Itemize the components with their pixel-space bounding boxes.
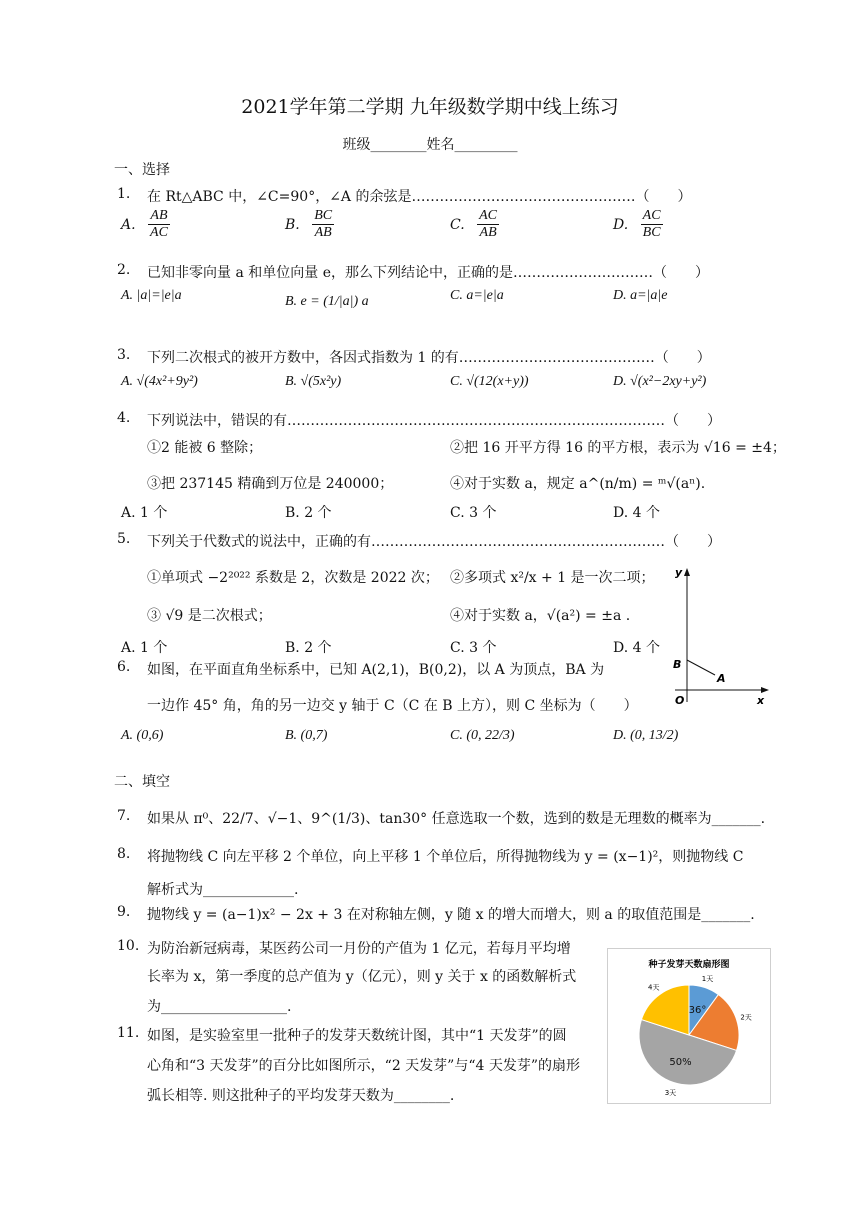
q10-line-3: 为__________________. [147, 999, 292, 1015]
q4-option-d: D. 4 个 [613, 505, 660, 521]
q6-line-1: 如图，在平面直角坐标系中，已知 A(2,1)，B(0,2)，以 A 为顶点，BA 为 [147, 662, 605, 678]
q4-item-3: ③把 237145 精确到万位是 240000； [147, 476, 394, 492]
origin-label: O [675, 694, 685, 707]
q5-item-3: ③ √9 是二次根式； [147, 608, 272, 624]
q5-item-4: ④对于实数 a，√(a²) = ±a . [450, 608, 631, 624]
q4-item-1: ①2 能被 6 整除； [147, 440, 263, 456]
q8-line-2: 解析式为_____________. [147, 882, 299, 898]
pie-category-label: 4天 [647, 983, 660, 992]
section-choice: 一、选择 [114, 162, 170, 178]
q11-line-2: 心角和“3 天发芽”的百分比如图所示，“2 天发芽”与“4 天发芽”的扇形 [147, 1058, 581, 1074]
page-title: 2021学年第二学期 九年级数学期中线上练习 [241, 96, 619, 118]
q4-option-a: A. 1 个 [121, 505, 168, 521]
q2-text: 已知非零向量 a 和单位向量 e，那么下列结论中，正确的是…………………………（ ） [147, 265, 709, 281]
q11-number: 11. [117, 1025, 140, 1041]
q6-option-d: D. (0, 13/2) [613, 728, 679, 743]
q5-option-b: B. 2 个 [285, 640, 332, 656]
q4-option-c: C. 3 个 [450, 505, 497, 521]
q11-line-3: 弧长相等. 则这批种子的平均发芽天数为________. [147, 1088, 455, 1104]
y-axis-arrow-icon [684, 568, 690, 576]
q1-text: 在 Rt△ABC 中，∠C=90°，∠A 的余弦是…………………………………………（ ） [147, 189, 692, 205]
pie-category-label: 1天 [701, 974, 714, 983]
pie-chart-panel [607, 948, 771, 1104]
q1-number: 1. [117, 186, 131, 202]
q10-line-2: 长率为 x，第一季度的总产值为 y（亿元），则 y 关于 x 的函数解析式 [147, 969, 577, 985]
pie-value-label: 50% [669, 1057, 692, 1069]
x-axis-arrow-icon [761, 687, 769, 693]
q1-option-d: D. $\frac{AC}{BC}$ [613, 208, 661, 241]
q2-option-c: C. a=|e|a [450, 288, 504, 303]
q3-option-d: D. √(x²−2xy+y²) [613, 374, 707, 389]
q1-option-c: C. $\frac{AC}{AB}$ [450, 208, 498, 241]
q3-option-c: C. √(12(x+y)) [450, 374, 529, 389]
q2-option-b: B. e = (1/|a|) a [285, 294, 369, 309]
q5-text: 下列关于代数式的说法中，正确的有………………………………………………………（ ） [147, 534, 721, 550]
point-a-label: A [717, 672, 726, 685]
q5-item-2: ②多项式 x²/x + 1 是一次二项； [450, 570, 655, 586]
q3-option-b: B. √(5x²y) [285, 374, 342, 389]
q10-line-1: 为防治新冠病毒，某医药公司一月份的产值为 1 亿元，若每月平均增 [147, 941, 571, 957]
q4-number: 4. [117, 410, 131, 426]
q6-line-2: 一边作 45° 角，角的另一边交 y 轴于 C（C 在 B 上方），则 C 坐标为（ ） [147, 698, 638, 714]
q3-text: 下列二次根式的被开方数中，各因式指数为 1 的有……………………………………（ ） [147, 350, 711, 366]
q11-line-1: 如图，是实验室里一批种子的发芽天数统计图，其中“1 天发芽”的圆 [147, 1028, 567, 1044]
q5-option-d: D. 4 个 [613, 640, 660, 656]
q6-option-c: C. (0, 22/3) [450, 728, 515, 743]
q2-option-a: A. |a|=|e|a [121, 288, 182, 303]
point-b-label: B [673, 658, 682, 671]
q6-option-b: B. (0,7) [285, 728, 328, 743]
q2-option-d: D. a=|a|e [613, 288, 668, 303]
q6-number: 6. [117, 659, 131, 675]
q5-number: 5. [117, 531, 131, 547]
q9-number: 9. [117, 904, 131, 920]
q9-text: 抛物线 y = (a−1)x² − 2x + 3 在对称轴左侧，y 随 x 的增大而增大，则 a 的取值范围是_______. [147, 907, 755, 923]
q10-number: 10. [117, 938, 140, 954]
q8-number: 8. [117, 846, 131, 862]
q4-item-4: ④对于实数 a，规定 a^(n/m) = ᵐ√(aⁿ). [450, 476, 706, 492]
q4-option-b: B. 2 个 [285, 505, 332, 521]
q5-option-c: C. 3 个 [450, 640, 497, 656]
chart-title: 种子发芽天数扇形图 [648, 960, 730, 970]
q6-option-a: A. (0,6) [121, 728, 164, 743]
q5-option-a: A. 1 个 [121, 640, 168, 656]
q5-item-1: ①单项式 −2²⁰²² 系数是 2，次数是 2022 次； [147, 570, 439, 586]
q8-line-1: 将抛物线 C 向左平移 2 个单位，向上平移 1 个单位后，所得抛物线为 y = (x−1)²，则抛物线 C [147, 849, 744, 865]
pie-category-label: 3天 [664, 1089, 677, 1098]
pie-value-label: 36° [688, 1004, 707, 1016]
class-name-line: 班级________姓名_________ [342, 137, 518, 153]
q7-number: 7. [117, 808, 131, 824]
q7-text: 如果从 π⁰、22/7、√−1、9^(1/3)、tan30° 任意选取一个数，选到的数是无理数的概率为_______. [147, 811, 766, 827]
segment-ba [687, 660, 715, 675]
y-label: y [675, 566, 683, 579]
q4-item-2: ②把 16 开平方得 16 的平方根，表示为 √16 = ±4； [450, 440, 786, 456]
q3-number: 3. [117, 347, 131, 363]
section-fill: 二、填空 [114, 774, 170, 790]
q1-option-b: B. $\frac{BC}{AB}$ [285, 208, 333, 241]
x-label: x [757, 694, 765, 707]
q2-number: 2. [117, 262, 131, 278]
pie-chart [608, 949, 770, 1103]
q4-text: 下列说法中，错误的有………………………………………………………………………（ ） [147, 413, 721, 429]
coordinate-figure [665, 562, 775, 712]
q1-option-a: A. $\frac{AB}{AC}$ [121, 208, 168, 241]
q3-option-a: A. √(4x²+9y²) [121, 374, 198, 389]
pie-category-label: 2天 [740, 1013, 752, 1022]
